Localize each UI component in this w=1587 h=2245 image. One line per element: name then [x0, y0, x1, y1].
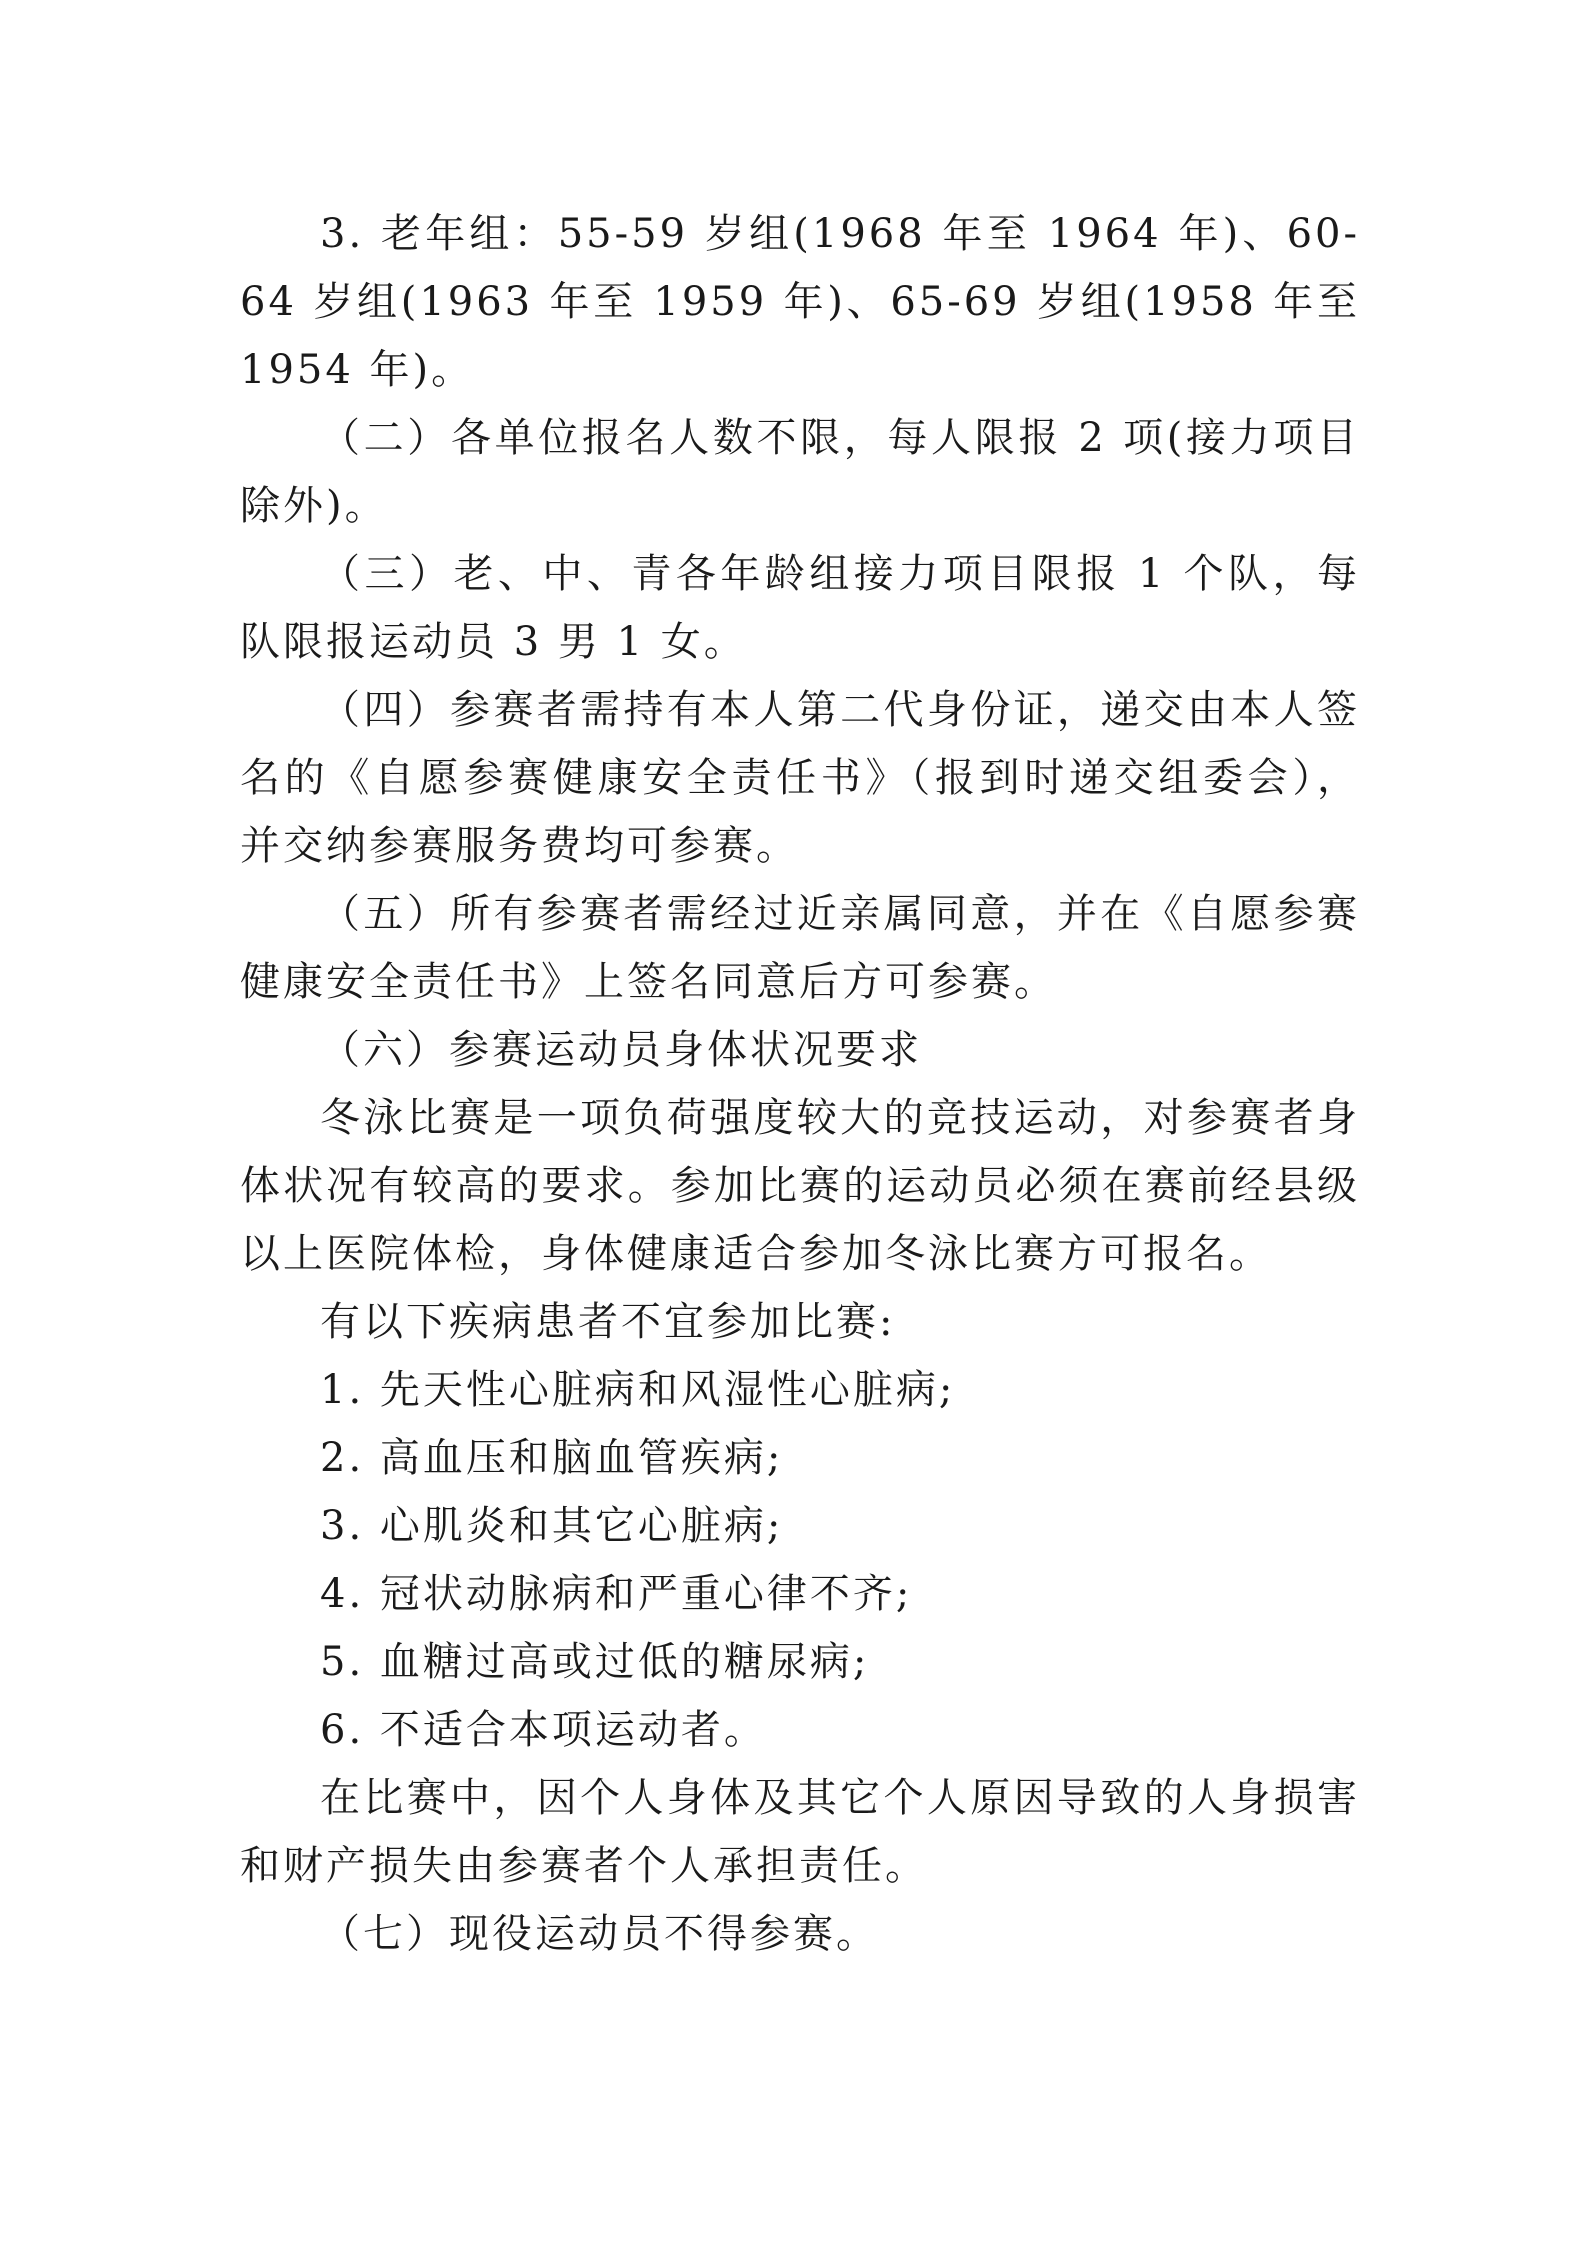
paragraph-disease-intro: 有以下疾病患者不宜参加比赛:	[320, 1299, 896, 1345]
list-item: 2. 高血压和脑血管疾病;	[320, 1435, 784, 1481]
list-item: 4. 冠状动脉病和严重心律不齐;	[320, 1571, 913, 1617]
paragraph-registration-limit: （二）各单位报名人数不限，每人限报 2 项(接力项目除外)。	[240, 415, 1360, 529]
paragraph-senior-age-group: 3. 老年组：55-59 岁组(1968 年至 1964 年)、60-64 岁组(1963 年至 1959 年)、65-69 岁组(1958 年至 1954 年)。	[240, 211, 1360, 393]
disease-list	[240, 1356, 1360, 1764]
list-item: 3. 心肌炎和其它心脏病;	[320, 1503, 784, 1549]
paragraph-health-heading: （六）参赛运动员身体状况要求	[320, 1027, 922, 1073]
document-body	[240, 200, 1360, 1968]
paragraph-family-consent: （五）所有参赛者需经过近亲属同意，并在《自愿参赛健康安全责任书》上签名同意后方可参赛。	[240, 891, 1360, 1005]
paragraph-relay-limit: （三）老、中、青各年龄组接力项目限报 1 个队，每队限报运动员 3 男 1 女。	[240, 551, 1360, 665]
list-item: 5. 血糖过高或过低的糖尿病;	[320, 1639, 870, 1685]
list-item: 1. 先天性心脏病和风湿性心脏病;	[320, 1367, 956, 1413]
paragraph-active-athletes: （七）现役运动员不得参赛。	[320, 1911, 879, 1957]
list-item: 6. 不适合本项运动者。	[320, 1707, 767, 1753]
paragraph-id-requirement: （四）参赛者需持有本人第二代身份证，递交由本人签名的《自愿参赛健康安全责任书》（报到时递交组委会），并交纳参赛服务费均可参赛。	[240, 687, 1360, 869]
paragraph-liability: 在比赛中，因个人身体及其它个人原因导致的人身损害和财产损失由参赛者个人承担责任。	[240, 1775, 1360, 1889]
paragraph-health-requirement: 冬泳比赛是一项负荷强度较大的竞技运动，对参赛者身体状况有较高的要求。参加比赛的运动员必须在赛前经县级以上医院体检，身体健康适合参加冬泳比赛方可报名。	[240, 1095, 1360, 1277]
